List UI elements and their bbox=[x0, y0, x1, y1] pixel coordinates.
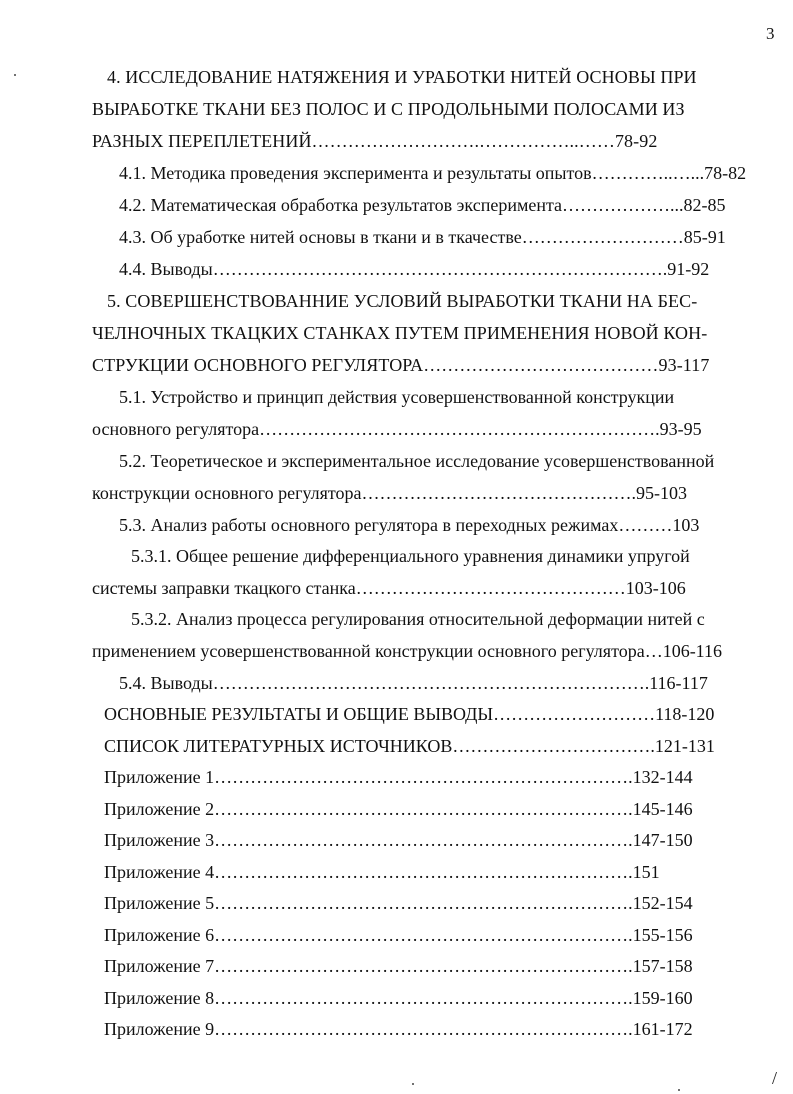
toc-entry-5-3-1-line-1: 5.3.1. Общее решение дифференциального уравнения динамики упругой bbox=[131, 546, 690, 566]
toc-section-4-title-line-3: РАЗНЫХ ПЕРЕПЛЕТЕНИЙ……………………….……………..……78-92 bbox=[92, 131, 658, 151]
toc-entry-5-2-line-1: 5.2. Теоретическое и экспериментальное исследование усовершенствованной bbox=[119, 451, 715, 471]
toc-appendix-1: Приложение 1…………………………………………………………….132-144 bbox=[104, 767, 693, 787]
toc-appendix-9: Приложение 9…………………………………………………………….161-172 bbox=[104, 1019, 693, 1039]
scan-speck bbox=[14, 74, 16, 76]
toc-appendix-4: Приложение 4…………………………………………………………….151 bbox=[104, 862, 660, 882]
toc-entry-5-1-line-2: основного регулятора………………………………………………………….93-95 bbox=[92, 419, 702, 439]
toc-section-5-title-line-2: ЧЕЛНОЧНЫХ ТКАЦКИХ СТАНКАХ ПУТЕМ ПРИМЕНЕНИЯ НОВОЙ КОН- bbox=[92, 323, 708, 343]
toc-entry-5-4: 5.4. Выводы……………………………………………………………….116-117 bbox=[119, 673, 708, 693]
toc-section-5-title-line-1: 5. СОВЕРШЕНСТВОВАННИЕ УСЛОВИЙ ВЫРАБОТКИ ТКАНИ НА БЕС- bbox=[107, 291, 698, 311]
toc-entry-4-1: 4.1. Методика проведения эксперимента и результаты опытов…………..…...78-82 bbox=[119, 163, 747, 183]
toc-appendix-6: Приложение 6…………………………………………………………….155-156 bbox=[104, 925, 693, 945]
page-number: 3 bbox=[766, 24, 775, 43]
toc-appendix-5: Приложение 5…………………………………………………………….152-154 bbox=[104, 893, 693, 913]
toc-entry-5-3-1-line-2: системы заправки ткацкого станка………………………………………103-106 bbox=[92, 578, 686, 598]
scan-speck bbox=[412, 1083, 414, 1085]
toc-entry-4-4: 4.4. Выводы………………………………………………………………….91-92 bbox=[119, 259, 710, 279]
toc-section-4-title-line-1: 4. ИССЛЕДОВАНИЕ НАТЯЖЕНИЯ И УРАБОТКИ НИТЕЙ ОСНОВЫ ПРИ bbox=[107, 67, 697, 87]
toc-entry-5-3-2-line-2: применением усовершенствованной конструкции основного регулятора…106-116 bbox=[92, 641, 723, 661]
toc-entry-5-3: 5.3. Анализ работы основного регулятора в переходных режимах………103 bbox=[119, 515, 700, 535]
scan-mark: / bbox=[772, 1068, 778, 1088]
toc-entry-5-1-line-1: 5.1. Устройство и принцип действия усовершенствованной конструкции bbox=[119, 387, 675, 407]
toc-appendix-3: Приложение 3…………………………………………………………….147-150 bbox=[104, 830, 693, 850]
toc-section-4-title-line-2: ВЫРАБОТКЕ ТКАНИ БЕЗ ПОЛОС И С ПРОДОЛЬНЫМИ ПОЛОСАМИ ИЗ bbox=[92, 99, 685, 119]
toc-entry-5-3-2-line-1: 5.3.2. Анализ процесса регулирования относительной деформации нитей с bbox=[131, 609, 705, 629]
toc-entry-4-2: 4.2. Математическая обработка результатов эксперимента………………...82-85 bbox=[119, 195, 726, 215]
scan-speck bbox=[678, 1089, 680, 1091]
toc-references: СПИСОК ЛИТЕРАТУРНЫХ ИСТОЧНИКОВ…………………………….121-131 bbox=[104, 736, 715, 756]
toc-results: ОСНОВНЫЕ РЕЗУЛЬТАТЫ И ОБЩИЕ ВЫВОДЫ………………………118-120 bbox=[104, 704, 715, 724]
toc-entry-4-3: 4.3. Об уработке нитей основы в ткани и в ткачестве………………………85-91 bbox=[119, 227, 726, 247]
toc-appendix-8: Приложение 8…………………………………………………………….159-160 bbox=[104, 988, 693, 1008]
toc-appendix-2: Приложение 2…………………………………………………………….145-146 bbox=[104, 799, 693, 819]
toc-appendix-7: Приложение 7…………………………………………………………….157-158 bbox=[104, 956, 693, 976]
toc-entry-5-2-line-2: конструкции основного регулятора……………………………………….95-103 bbox=[92, 483, 688, 503]
toc-section-5-title-line-3: СТРУКЦИИ ОСНОВНОГО РЕГУЛЯТОРА…………………………………93-117 bbox=[92, 355, 710, 375]
